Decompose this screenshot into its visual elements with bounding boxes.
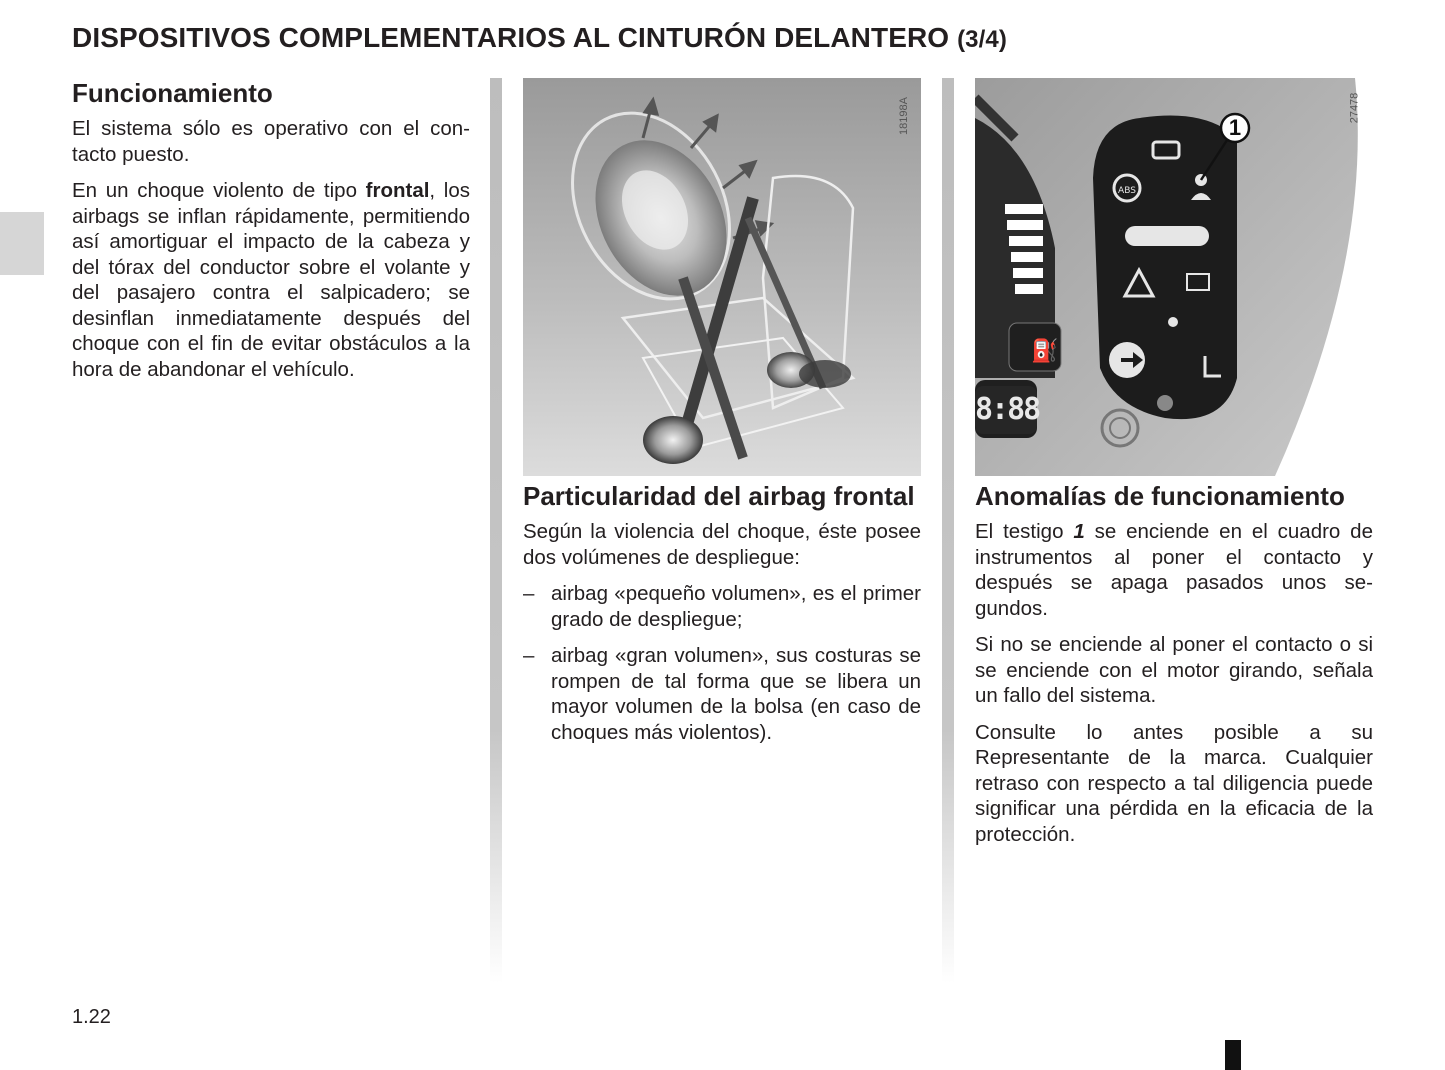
section-particularidad — [523, 78, 921, 745]
paragraph: Consulte lo antes posible a su Representante de la marca. Cualquier retraso con respecto a tal diligencia puede significar una pérdida en la eficacia de la protección. — [975, 720, 1373, 846]
paragraph: El sistema sólo es operativo con el contacto puesto. — [72, 117, 470, 166]
svg-text:⛽: ⛽ — [1031, 339, 1059, 364]
emphasis-text: frontal — [365, 179, 430, 202]
clock-display: 8:88 — [975, 392, 1040, 427]
page-title: DISPOSITIVOS COMPLEMENTARIOS AL CINTURÓN DELANTERO (3/4) — [72, 22, 1007, 53]
page-title-part: (3/4) — [957, 26, 1007, 53]
reference-number: 1 — [1073, 520, 1085, 543]
figure-reference: 27478 — [1348, 92, 1361, 124]
page-number: 1.22 — [72, 1006, 111, 1028]
section-anomalias — [975, 78, 1373, 847]
section-heading: Anomalías de funcionamiento — [975, 481, 1345, 511]
column-divider-right — [942, 78, 954, 983]
svg-text:ABS: ABS — [1118, 186, 1136, 196]
paragraph: Según la violencia del choque, éste posee dos volúmenes de despliegue: — [523, 520, 921, 569]
figure-reference: 18198A — [897, 97, 910, 135]
callout-number: 1 — [1228, 115, 1242, 140]
column-divider-left — [490, 78, 502, 983]
paragraph: El testigo 1 se enciende en el cuadro de instrumentos al poner el contacto y después se apaga pasados unos segundos. — [975, 520, 1373, 620]
paragraph: Si no se enciende al poner el contacto o si se enciende con el motor girando, señala un fallo del sistema. — [975, 633, 1373, 707]
section-heading: Particularidad del airbag frontal — [523, 481, 915, 511]
instrument-panel-illustration — [975, 78, 1373, 476]
list-item: – airbag «pequeño volumen», es el primer grado de despliegue; — [523, 581, 921, 632]
paragraph: En un choque violento de tipo frontal, los airbags se inflan rápidamente, permitiendo así amortiguar el impacto de la cabeza y del tórax del conductor sobre el volante y del pasajero contra el salpicadero; se desinflan inmediatamente después del choque con el fin de evitar obstáculos a la hora de abandonar el vehículo. — [72, 179, 470, 381]
section-heading: Funcionamiento — [72, 78, 273, 108]
list-item: – airbag «gran volumen», sus costuras se rompen de tal forma que se libera un mayor volumen de la bolsa (en caso de choques más violentos). — [523, 643, 921, 745]
section-funcionamiento — [72, 78, 470, 382]
edge-marker — [1225, 1040, 1241, 1070]
chapter-tab — [0, 212, 44, 275]
airbag-illustration — [523, 78, 921, 476]
deployment-list — [523, 581, 921, 745]
